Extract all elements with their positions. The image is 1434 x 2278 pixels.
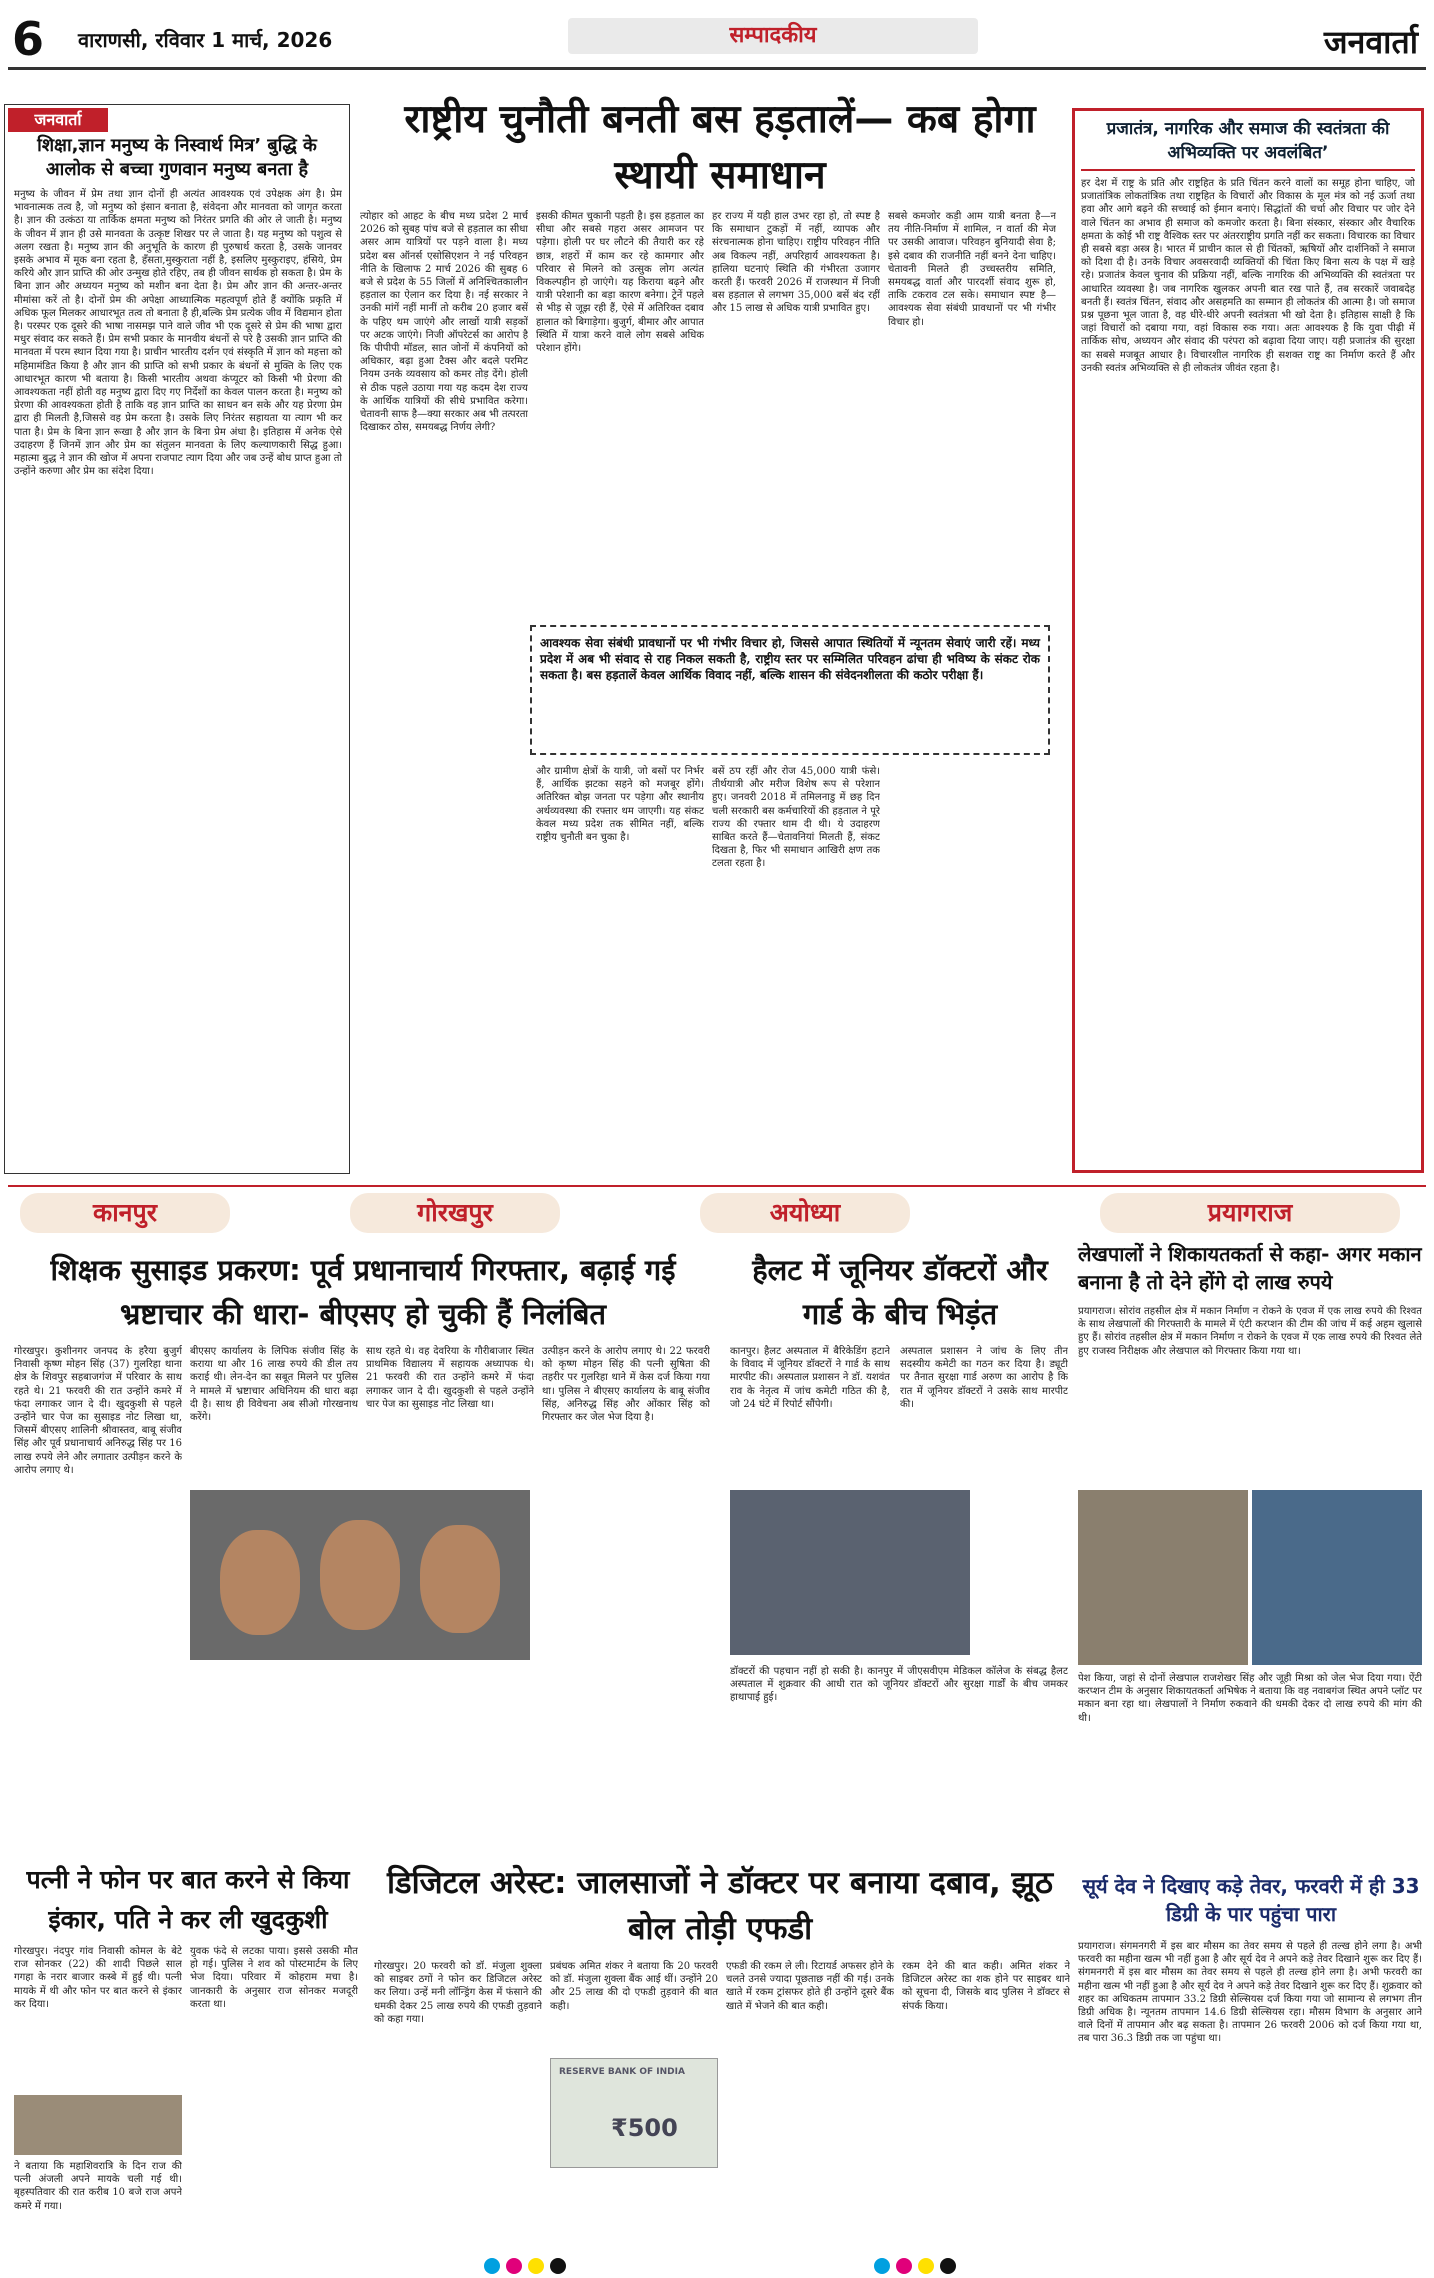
city-kanpur: कानपुर <box>20 1193 230 1233</box>
teacher-story-title: शिक्षक सुसाइड प्रकरण: पूर्व प्रधानाचार्य गिरफ्तार, बढ़ाई गई भ्रष्टाचार की धारा- बीएसए हो चुकी हैं निलंबित <box>50 1253 676 1331</box>
plot-story-body: प्रयागराज। सोरांव तहसील क्षेत्र में मकान निर्माण न रोकने के एवज में एक लाख रुपये की रिश्वत के साथ लेखपालों की गिरफ्तारी के मामले में एंटी करप्शन की टीम की जांच में कई अहम खुलासे हुए हैं। सोरांव तहसील क्षेत्र में मकान निर्माण न रोकने के एवज में एक लाख रुपये की रिश्वत लेते हुए राजस्व निरीक्षक और लेखपाल को गिरफ्तार किया गया था। <box>1078 1306 1422 1357</box>
left-article-tag: जनवार्ता <box>8 108 108 132</box>
heat-story-body: प्रयागराज। संगमनगरी में इस बार मौसम का तेवर समय से पहले ही तल्ख होने लगा है। अभी फरवरी का महीना खत्म भी नहीं हुआ है और सूर्य देव ने अपने कड़े तेवर दिखाने शुरू कर दिए हैं। संगमनगरी में इस बार मौसम का तेवर समय से पहले ही तल्ख होने लगा है। अभी फरवरी का महीना खत्म भी नहीं हुआ है और सूर्य देव ने अपने कड़े तेवर दिखाने शुरू कर दिए हैं। शुक्रवार को शहर का अधिकतम तापमान 33.2 डिग्री सेल्सियस दर्ज किया गया जो सामान्य से लगभग तीन डिग्री अधिक है। न्यूनतम तापमान 14.6 डिग्री सेल्सियस रहा। मौसम विभाग के अनुसार आने वाले दिनों में तापमान और बढ़ सकता है। तापमान 26 फरवरी 2006 को दर्ज किया गया था, तब पारा 36.3 डिग्री तक जा पहुंचा था। <box>1078 1941 1422 2045</box>
doctors-story-col3: डॉक्टरों की पहचान नहीं हो सकी है। कानपुर में जीएसवीएम मेडिकल कॉलेज के संबद्ध हैलट अस्पताल में शुक्रवार की आधी रात को जूनियर डॉक्टरों और सुरक्षा गार्डों के बीच जमकर हाथापाई हुई। <box>730 1666 1068 1704</box>
main-article-col2: इसकी कीमत चुकानी पड़ती है। इस हड़ताल का सीधा और सबसे गहरा असर आमजन पर पड़ेगा। होली पर घर लौटने की तैयारी कर रहे छात्र, शहरों में काम कर रहे कामगार और परिवार से मिलने को उत्सुक लोग अत्यंत विकल्पहीन हो जाएंगे। यह किराया बढ़ने और यात्री परेशानी का बड़ा कारण बनेगा। ट्रेनें पहले से भीड़ से जूझ रही हैं, ऐसे में अतिरिक्त दबाव हालात को बिगाड़ेगा। बुजुर्ग, बीमार और आपात स्थिति में यात्रा करने वाले लोग सबसे अधिक परेशान होंगे। <box>536 211 704 355</box>
city-ayodhya: अयोध्या <box>700 1193 910 1233</box>
teacher-photo <box>190 1490 530 1660</box>
city-prayagraj: प्रयागराज <box>1100 1193 1400 1233</box>
digital-story-title: डिजिटल अरेस्ट: जालसाजों ने डॉक्टर पर बनाया दबाव, झूठ बोल तोड़ी एफडी <box>386 1865 1054 1947</box>
digital-story-col3: एफडी की रकम ले ली। रिटायर्ड अफसर होने के चलते उनसे ज्यादा पूछताछ नहीं की गई। उनके खाते में रकम ट्रांसफर होते ही उन्होंने दूसरे बैंक खाते में भेजने की बात कही। <box>726 1961 894 2012</box>
section-label: सम्पादकीय <box>568 18 978 54</box>
face-shape <box>320 1520 400 1630</box>
page-number: 6 <box>12 12 45 66</box>
digital-story-col4: रकम देने की बात कही। अमित शंकर ने डिजिटल अरेस्ट का शक होने पर साइबर थाने को सूचना दी, जिसके बाद पुलिस ने डॉक्टर से संपर्क किया। <box>902 1961 1070 2012</box>
teacher-story-col4: उत्पीड़न करने के आरोप लगाए थे। 22 फरवरी को कृष्ण मोहन सिंह की पत्नी सुषिता की तहरीर पर गुलरिहा थाने में केस दर्ज किया गया था। पुलिस ने बीएसए कार्यालय के बाबू संजीव सिंह, अनिरुद्ध सिंह और ओंकार सिंह को गिरफ्तार कर जेल भेज दिया है। <box>542 1346 710 1424</box>
main-article-callout: आवश्यक सेवा संबंधी प्रावधानों पर भी गंभीर विचार हो, जिससे आपात स्थितियों में न्यूनतम सेवाएं जारी रहें। मध्य प्रदेश में अब भी संवाद से राह निकल सकती है, राष्ट्रीय स्तर पर सम्मिलित परिवहन ढांचा ही भविष्य के संकट रोक सकता है। बस हड़तालें केवल आर्थिक विवाद नहीं, बल्कि शासन की संवेदनशीलता की कठोर परीक्षा हैं। <box>530 625 1050 755</box>
page-header <box>8 8 1426 70</box>
right-article-title: प्रजातंत्र, नागरिक और समाज की स्वतंत्रता की अभिव्यक्ति पर अवलंबित’ <box>1081 117 1415 171</box>
wife-story-col1: गोरखपुर। नंदपुर गांव निवासी कोमल के बेटे राज सोनकर (22) की शादी पिछले साल गगहा के नरार बाजार कस्बे में हुई थी। पत्नी मायके में थी और फोन पर बात करने से इंकार कर दिया। <box>14 1946 182 2010</box>
main-article-title: राष्ट्रीय चुनौती बनती बस हड़तालें— कब होगा स्थायी समाधान <box>404 97 1036 198</box>
wife-story-col3: ने बताया कि महाशिवरात्रि के दिन राज की पत्नी अंजली अपने मायके चली गई थी। बृहस्पतिवार की रात करीब 10 बजे राज अपने कमरे में गया। <box>14 2161 182 2212</box>
main-article-col6: बसें ठप रहीं और रोज 45,000 यात्री फंसे। तीर्थयात्री और मरीज विशेष रूप से परेशान हुए। जनवरी 2018 में तमिलनाडु में छह दिन चली सरकारी बस कर्मचारियों की हड़ताल ने पूरे राज्य की रफ्तार थाम दी थी। ये उदाहरण साबित करते हैं—चेतावनियां मिलती हैं, संकट दिखता है, फिर भी समाधान आखिरी क्षण तक टलता रहता है। <box>712 766 880 870</box>
doctors-photo <box>730 1490 970 1655</box>
banknote-photo <box>550 2058 718 2168</box>
dateline: वाराणसी, रविवार 1 मार्च, 2026 <box>78 28 333 52</box>
wife-photo <box>14 2095 182 2155</box>
digital-story-col1: गोरखपुर। 20 फरवरी को डॉ. मंजुला शुक्ला को साइबर ठगों ने फोन कर डिजिटल अरेस्ट कर लिया। उन्हें मनी लॉन्ड्रिंग केस में फंसाने की धमकी देकर 25 लाख रुपये की एफडी तुड़वाने को कहा गया। <box>374 1961 542 2025</box>
city-divider <box>8 1185 1426 1187</box>
wife-story-title: पत्नी ने फोन पर बात करने से किया इंकार, पति ने कर ली खुदकुशी <box>26 1865 350 1934</box>
registration-marks <box>40 2258 1400 2276</box>
right-article-box <box>1072 108 1424 1173</box>
banknote-label: RESERVE BANK OF INDIA <box>559 2067 685 2077</box>
left-article-body: मनुष्य के जीवन में प्रेम तथा ज्ञान दोनों ही अत्यंत आवश्यक एवं उपेक्षक अंग है। प्रेम भावनात्मक तत्व है, जो मनुष्य को इंसान बनाता है, संवेदना और मानवता को जागृत करता है। ज्ञान की उत्कंठा या तार्किक क्षमता मनुष्य को निरंतर प्रगति की ओर ले जाती है। मनुष्य के जीवन में ज्ञान ही उसे मानवता के उत्कृष्ट शिखर पर ले जाता है। यह मनुष्य को पशुत्व से अलग रखता है। मनुष्य ज्ञान की अनुभूति के कारण ही पुरुषार्थ करता है, उसके जानवर इसके अभाव में मूक बना रहता है, हँसता,मुस्कुराता नहीं है, इसलिए मुस्कुराइए, हंसिये, प्रेम करिये और ज्ञान प्राप्ति की ओर उन्मुख होते रहिए, तब ही जीवन सार्थक हो सकता है। प्रेम के बिना ज्ञान और अध्ययन मनुष्य को मशीन बना देता है। प्रेम और ज्ञान की अन्तर-अन्तर मीमांसा करें तो है। दोनों प्रेम की अपेक्षा आध्यात्मिक महत्वपूर्ण होते हैं क्योंकि प्रकृति में अधिक फूल मिलकर आधारभूत तत्व तो बनाता है ही,बल्कि प्रेम प्रत्येक जीव में विद्यमान होता है। परस्पर एक दूसरे की भाषा नासमझ पाने वाले जीव भी एक दूसरे से प्रेम की भाषा द्वारा मधुर संवाद कर सकते हैं। प्रेम सभी प्रकार के मानवीय बंधनों से परे है उसकी ज्ञान प्राप्ति की मानवता में परम स्थान दिया गया है। प्राचीन भारतीय दर्शन एवं संस्कृति में ज्ञान को महत्ता को महिमामंडित किया है और ज्ञान की प्राप्ति को सभी प्रकार के बंधनों से मुक्ति के लिए एक आधारभूत कारण भी बताया है। किसी भारतीय अथवा कंप्यूटर को किसी भी प्रेरणा की आवश्यकता नहीं होती वह मनुष्य द्वारा दिए गए निर्देशों का केवल पालन करता है। मनुष्य को प्रेरणा की आवश्यकता होती है ताकि वह ज्ञान प्राप्ति का साधन बन सके और यह प्रेरणा प्रेम द्वारा ही मिलती है,जिससे वह प्रेम करता है। उसके लिए निरंतर सहायता या त्याग भी कर पाता है। प्रेम के बिना ज्ञान रूखा है और ज्ञान के बिना प्रेम अंधा है। इतिहास में अनेक ऐसे उदाहरण हैं जिनमें ज्ञान और प्रेम का संतुलन मानवता के लिए कल्याणकारी सिद्ध हुआ। महात्मा बुद्ध ने ज्ञान की खोज में अपना राजपाट त्याग दिया और जब उन्हें बोध प्राप्त हुआ तो उन्होंने करुणा और प्रेम का संदेश दिया। <box>14 189 342 478</box>
plot-photo-man <box>1252 1490 1422 1665</box>
doctors-story-title: हैलट में जूनियर डॉक्टरों और गार्ड के बीच भिड़ंत <box>752 1253 1048 1331</box>
face-shape <box>420 1525 500 1633</box>
wife-story-col2: युवक फंदे से लटका पाया। इससे उसकी मौत हो गई। पुलिस ने शव को पोस्टमार्टम के लिए भेज दिया। परिवार में कोहराम मचा है। जानकारी के अनुसार राज सोनकर मजदूरी करता था। <box>190 1946 358 2010</box>
right-article-body: हर देश में राष्ट्र के प्रति और राष्ट्रहित के प्रति चिंतन करने वालों का समूह होना चाहिए, जो प्रजातांत्रिक लोकतांत्रिक तथा राष्ट्रहित के विचारों और विकास के मूल मंत्र को नई ऊर्जा तथा हवा और आगे बढ़ने की सच्चाई को ईमान बनाएं। सिद्धांतों की चर्चा और विचार पर जोर देने वाले चिंतन का अभाव ही समाज को कमजोर करता है। बिना संस्कार, संस्कार और वैचारिक क्षमता के कोई भी राष्ट्र वैश्विक स्तर पर अंतरराष्ट्रीय प्रगति नहीं कर सकता। विचारक का विचार ही सबसे बड़ा अस्त्र है। भारत में प्राचीन काल से ही चिंतकों, ऋषियों और दार्शनिकों ने समाज को दिशा दी है। उनके विचार अवसरवादी व्यक्तियों की चिंता किए बिना सत्य के पक्ष में खड़े रहे। प्रजातंत्र केवल चुनाव की प्रक्रिया नहीं, बल्कि नागरिक की अभिव्यक्ति की स्वतंत्रता पर आधारित व्यवस्था है। जब नागरिक खुलकर अपनी बात रख पाते हैं, तब सरकारें जवाबदेह बनती हैं। स्वतंत्र चिंतन, संवाद और असहमति का सम्मान ही लोकतंत्र की आत्मा है। जो समाज प्रश्न पूछना भूल जाता है, वह धीरे-धीरे अपनी स्वतंत्रता भी खो देता है। इतिहास साक्षी है कि जहां विचारों को दबाया गया, वहां विकास रुक गया। अतः आवश्यक है कि युवा पीढ़ी में तार्किक सोच, अध्ययन और संवाद की परंपरा को बढ़ावा दिया जाए। यही प्रजातंत्र की सुरक्षा का सबसे मजबूत आधार है। विचारशील नागरिक ही सशक्त राष्ट्र का निर्माण करते हैं और उनकी स्वतंत्र अभिव्यक्ति से ही लोकतंत्र जीवंत रहता है। <box>1081 178 1415 374</box>
heat-story-title: सूर्य देव ने दिखाए कड़े तेवर, फरवरी में ही 33 डिग्री के पार पहुंचा पारा <box>1082 1874 1420 1926</box>
brand-name: जनवार्ता <box>1323 23 1418 61</box>
main-article-col4: सबसे कमजोर कड़ी आम यात्री बनता है—न तय नीति-निर्माण में शामिल, न वार्ता की मेज पर उसकी आवाज। परिवहन बुनियादी सेवा है; इसे दबाव की राजनीति नहीं बनने देना चाहिए। चेतावनी मिलते ही उच्चस्तरीय समिति, समयबद्ध वार्ता और पारदर्शी संवाद शुरू हो, ताकि टकराव टल सके। समाधान स्पष्ट है—आवश्यक सेवा संबंधी प्रावधानों पर भी गंभीर विचार हो। <box>888 211 1056 328</box>
digital-story-col2: प्रबंधक अमित शंकर ने बताया कि 20 फरवरी को डॉ. मंजुला शुक्ला बैंक आई थीं। उन्होंने 20 और 25 लाख की दो एफडी तुड़वाने की बात कही। <box>550 1961 718 2012</box>
left-article-title: शिक्षा,ज्ञान मनुष्य के निस्वार्थ मित्र’ बुद्धि के आलोक से बच्चा गुणवान मनुष्य बनता है <box>37 135 317 180</box>
main-article-col5: और ग्रामीण क्षेत्रों के यात्री, जो बसों पर निर्भर हैं, आर्थिक झटका सहने को मजबूर होंगे। अतिरिक्त बोझ जनता पर पड़ेगा और स्थानीय अर्थव्यवस्था की रफ्तार थम जाएगी। यह संकट केवल मध्य प्रदेश तक सीमित नहीं, बल्कि राष्ट्रीय चुनौती बन चुका है। <box>536 766 704 844</box>
plot-photo-woman <box>1078 1490 1248 1665</box>
face-shape <box>220 1530 300 1635</box>
doctors-story-col1: कानपुर। हैलट अस्पताल में बैरिकेडिंग हटाने के विवाद में जूनियर डॉक्टरों ने गार्ड के साथ मारपीट की। अस्पताल प्रशासन ने डॉ. यशवंत राव के नेतृत्व में जांच कमेटी गठित की है, जो 24 घंटे में रिपोर्ट सौंपेगी। <box>730 1346 890 1410</box>
doctors-story-col2: अस्पताल प्रशासन ने जांच के लिए तीन सदस्यीय कमेटी का गठन कर दिया है। ड्यूटी पर तैनात सुरक्षा गार्ड अरुण का आरोप है कि रात में जूनियर डॉक्टरों ने उसके साथ मारपीट की। <box>900 1346 1068 1410</box>
banknote-value: ₹500 <box>611 2114 678 2142</box>
plot-story-title: लेखपालों ने शिकायतकर्ता से कहा- अगर मकान बनाना है तो देने होंगे दो लाख रुपये <box>1078 1242 1422 1294</box>
main-article-col3: हर राज्य में यही हाल उभर रहा हो, तो स्पष्ट है कि समाधान टुकड़ों में नहीं, व्यापक और संरचनात्मक होना चाहिए। राष्ट्रीय परिवहन नीति अब विकल्प नहीं, अपरिहार्य आवश्यकता है। हालिया घटनाएं स्थिति की गंभीरता उजागर करती हैं। फरवरी 2026 में राजस्थान में निजी बस हड़ताल से लगभग 35,000 बसें बंद रहीं और 15 लाख से अधिक यात्री प्रभावित हुए। <box>712 211 880 315</box>
teacher-story-col3: साथ रहते थे। वह देवरिया के गौरीबाजार स्थित प्राथमिक विद्यालय में सहायक अध्यापक थे। 21 फरवरी की रात उन्होंने कमरे में फंदा लगाकर जान दे दी। खुदकुशी से पहले उन्होंने चार पेज का सुसाइड नोट लिखा था। <box>366 1346 534 1410</box>
city-gorakhpur: गोरखपुर <box>350 1193 560 1233</box>
teacher-story-col2: बीएसए कार्यालय के लिपिक संजीव सिंह के कराया था और 16 लाख रुपये की डील तय कराई थी। लेन-देन का सबूत मिलने पर पुलिस ने मामले में भ्रष्टाचार अधिनियम की धारा बढ़ा दी है। साथ ही विवेचना अब सीओ गोरखनाथ करेंगे। <box>190 1346 358 1424</box>
teacher-story-col1: गोरखपुर। कुशीनगर जनपद के हरैया बुजुर्ग निवासी कृष्ण मोहन सिंह (37) गुलरिहा थाना क्षेत्र के शिवपुर सहबाजगंज में परिवार के साथ रहते थे। 21 फरवरी की रात उन्होंने कमरे में फंदा लगाकर जान दे दी। खुदकुशी से पहले उन्होंने चार पेज का सुसाइड नोट लिखा था, जिसमें बीएसए शालिनी श्रीवास्तव, बाबू संजीव सिंह और पूर्व प्रधानाचार्य अनिरुद्ध सिंह पर 16 लाख रुपये लेने और लगातार उत्पीड़न करने के आरोप लगाए थे। <box>14 1346 182 1476</box>
plot-story-body2: पेश किया, जहां से दोनों लेखपाल राजशेखर सिंह और जूही मिश्रा को जेल भेज दिया गया। ऐंटी करप्शन टीम के अनुसार शिकायतकर्ता अभिषेक ने बताया कि वह नवाबगंज स्थित अपने प्लॉट पर मकान बना रहा था। लेखपालों ने निर्माण रुकवाने की धमकी देकर दो लाख रुपये की मांग की थी। <box>1078 1673 1422 1724</box>
main-article-col1: त्योहार को आहट के बीच मध्य प्रदेश 2 मार्च 2026 को सुबह पांच बजे से हड़ताल का सीधा असर आम यात्रियों पर पड़ने वाला है। मध्य प्रदेश बस ऑनर्स एसोसिएशन ने नई परिवहन नीति के खिलाफ 2 मार्च 2026 की सुबह 6 बजे से प्रदेश के 55 जिलों में अनिश्चितकालीन हड़ताल का ऐलान कर दिया है। नई सरकार ने उनकी मांगें नहीं मानीं तो करीब 20 हजार बसें के पहिए थम जाएंगे और लाखों यात्री सड़कों पर अटक जाएंगे। निजी ऑपरेटर्स का आरोप है कि पीपीपी मॉडल, सात जोनों में कंपनियों को अधिकार, बढ़ा हुआ टैक्स और बदले परमिट नियम उनके व्यवसाय को कमर तोड़ देंगे। होली से ठीक पहले उठाया गया यह कदम देश राज्य के आर्थिक यात्रियों की सीधे प्रभावित करेगा। चेतावनी साफ है—क्या सरकार अब भी तत्परता दिखाकर ठोस, समयबद्ध निर्णय लेगी? <box>360 211 528 434</box>
